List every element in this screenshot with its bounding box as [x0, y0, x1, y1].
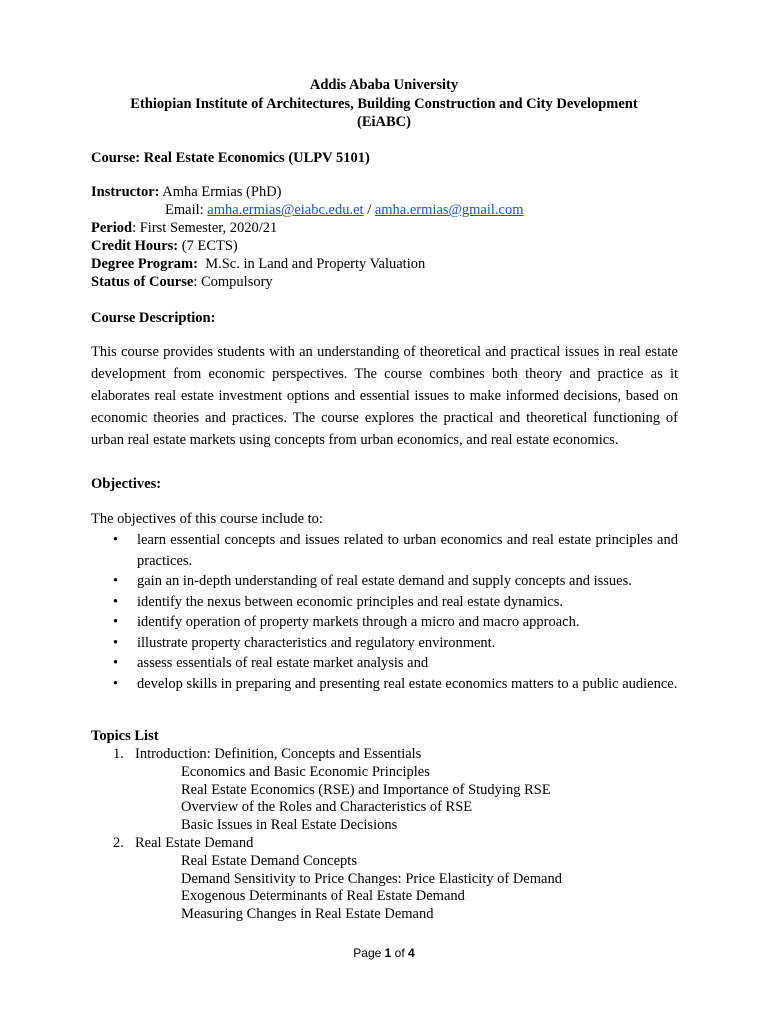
objective-item: [91, 653, 678, 674]
email-link-gmail[interactable]: amha.ermias@gmail.com: [374, 202, 524, 218]
page-number: 1: [384, 946, 392, 960]
institute-name: Ethiopian Institute of Architectures, Building Construction and City Development: [130, 95, 638, 112]
objectives-list: [91, 530, 678, 694]
objective-text: identify the nexus between economic principles and real estate dynamics.: [137, 593, 563, 610]
subtopic: Basic Issues in Real Estate Decisions: [181, 817, 398, 834]
subtopic: Real Estate Demand Concepts: [181, 852, 357, 869]
period-label: Period: [91, 220, 133, 236]
credit-hours-value: (7 ECTS): [178, 238, 238, 254]
status-label: Status of Course: [91, 274, 194, 290]
topics-heading: Topics List: [91, 728, 159, 744]
bullet-icon: •: [113, 532, 119, 548]
page-total: 4: [408, 946, 415, 960]
university-name: Addis Ababa University: [309, 77, 459, 93]
topic-item: [113, 835, 673, 853]
degree-program-line: [91, 255, 425, 273]
period-value: : First Semester, 2020/21: [132, 220, 278, 236]
objective-text: identify operation of property markets through a micro and macro approach.: [137, 614, 580, 630]
instructor-line: [91, 183, 282, 201]
credit-hours-label: Credit Hours:: [91, 238, 179, 254]
email-line: [165, 201, 523, 219]
instructor-name: Amha Ermias (PhD): [159, 184, 282, 200]
objective-text: learn essential concepts and issues related to urban economics and real estate principles and practices.: [137, 532, 678, 569]
bullet-icon: •: [113, 675, 119, 692]
objective-text: illustrate property characteristics and regulatory environment.: [137, 634, 496, 651]
topics-list: [113, 746, 673, 924]
institute-abbreviation: (EiABC): [357, 114, 411, 130]
subtopic: Demand Sensitivity to Price Changes: Price Elasticity of Demand: [181, 870, 562, 887]
status-value: : Compulsory: [193, 274, 273, 290]
bullet-icon: •: [113, 614, 119, 630]
bullet-icon: •: [113, 655, 119, 671]
page-footer: [0, 944, 768, 962]
objective-text: assess essentials of real estate market analysis and: [137, 655, 429, 671]
email-separator: /: [363, 202, 375, 218]
degree-program-value: M.Sc. in Land and Property Valuation: [197, 256, 426, 272]
bullet-icon: •: [113, 593, 119, 610]
topic-title: Introduction: Definition, Concepts and Essentials: [135, 746, 422, 762]
objective-text: develop skills in preparing and presenting real estate economics matters to a public audience.: [137, 675, 678, 692]
objectives-heading: Objectives:: [91, 476, 162, 492]
document-header: [0, 76, 768, 132]
course-description-heading: Course Description:: [91, 310, 216, 326]
objectives-intro: The objectives of this course include to:: [91, 511, 323, 527]
bullet-icon: •: [113, 634, 119, 651]
topic-number: 1.: [113, 746, 124, 762]
course-description-text: This course provides students with an understanding of theoretical and practical issues in real estate development from economic perspectives. The course combines both theory and practice as it elaborates real estate investment options and essential issues to make informed decisions, based on economic theories and practices. The course explores the practical and theoretical functioning of urban real estate markets using concepts from urban economics, and real estate economics.: [91, 344, 678, 448]
topic-number: 2.: [113, 834, 124, 851]
topic-title: Real Estate Demand: [135, 834, 254, 851]
objective-item: [91, 530, 678, 571]
credit-hours-line: [91, 237, 238, 255]
subtopic: Real Estate Economics (RSE) and Importance of Studying RSE: [181, 781, 551, 798]
email-label: Email:: [165, 202, 208, 218]
objective-item: [91, 633, 678, 654]
topic-item: [113, 746, 673, 764]
subtopic: Economics and Basic Economic Principles: [181, 763, 430, 780]
period-line: [91, 219, 277, 237]
page-word: Page: [353, 946, 385, 960]
objective-item: [91, 592, 678, 613]
objective-item: [91, 674, 678, 695]
objective-text: gain an in-depth understanding of real estate demand and supply concepts and issues.: [137, 573, 632, 589]
status-line: [91, 273, 273, 291]
bullet-icon: •: [113, 573, 119, 589]
subtopic: Exogenous Determinants of Real Estate Demand: [181, 888, 465, 905]
degree-program-label: Degree Program:: [91, 256, 198, 272]
subtopic: Overview of the Roles and Characteristics of RSE: [181, 799, 473, 816]
email-link-eiabc[interactable]: amha.ermias@eiabc.edu.et: [207, 202, 364, 218]
subtopic: Measuring Changes in Real Estate Demand: [181, 906, 434, 923]
objective-item: [91, 571, 678, 592]
objective-item: [91, 612, 678, 633]
course-title: Course: Real Estate Economics (ULPV 5101): [91, 150, 370, 166]
instructor-label: Instructor:: [91, 184, 160, 200]
of-word: of: [391, 946, 409, 960]
